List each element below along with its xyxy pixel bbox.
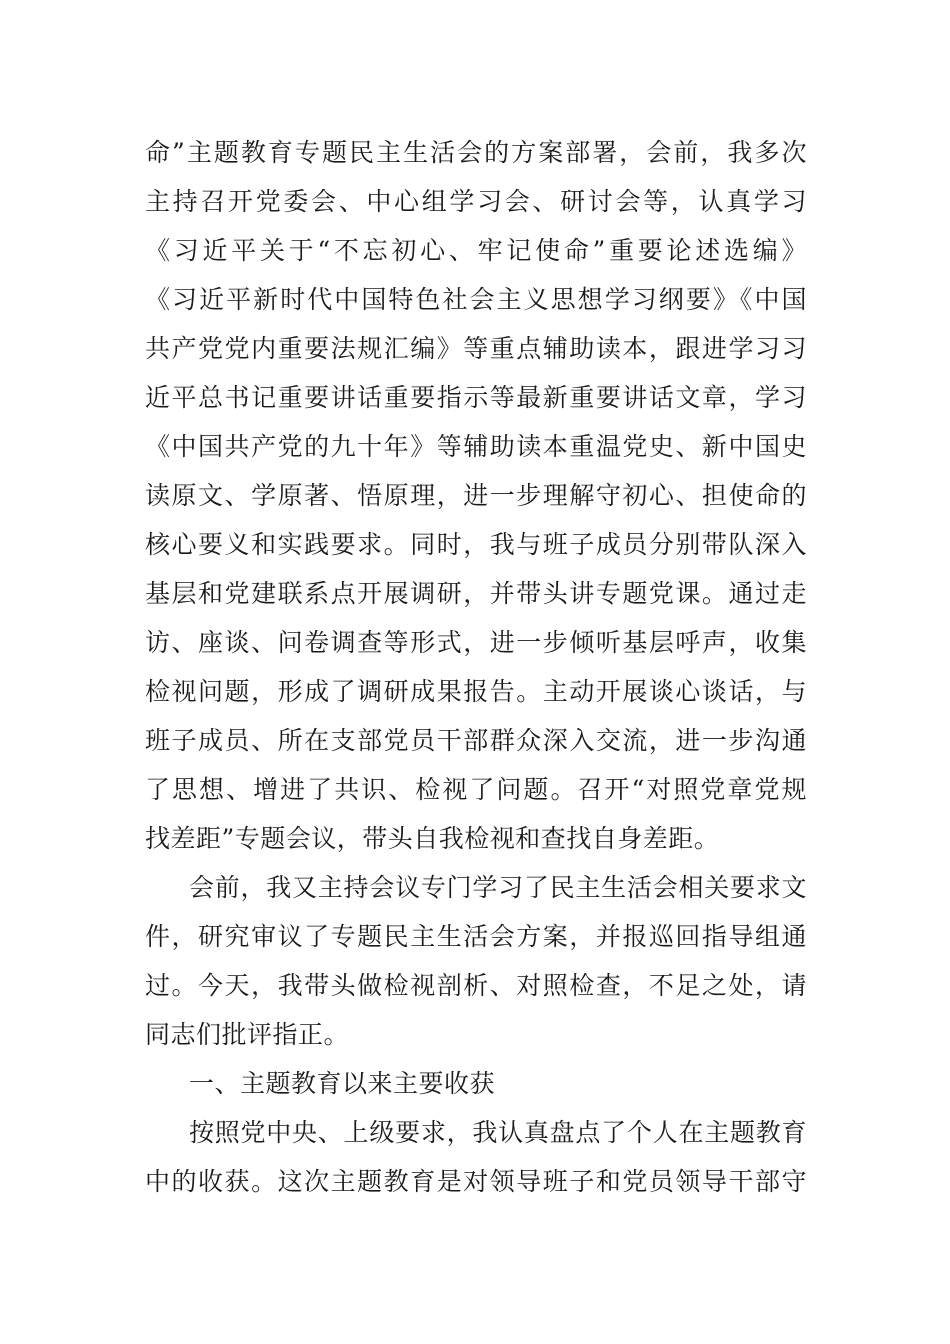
text-line: 班子成员、所在支部党员干部群众深入交流，进一步沟通 bbox=[145, 726, 807, 755]
text-line: 中的收获。这次主题教育是对领导班子和党员领导干部守 bbox=[145, 1167, 807, 1196]
text-line: 过。今天，我带头做检视剖析、对照检查，不足之处，请 bbox=[145, 971, 807, 1000]
text-line: 了思想、增进了共识、检视了问题。召开“对照党章党规 bbox=[145, 775, 807, 804]
body-text bbox=[145, 128, 807, 1206]
text-line: 同志们批评指正。 bbox=[145, 1020, 350, 1049]
text-line: 近平总书记重要讲话重要指示等最新重要讲话文章，学习 bbox=[145, 383, 807, 412]
text-line: 找差距”专题会议，带头自我检视和查找自身差距。 bbox=[145, 824, 720, 853]
text-line: 命”主题教育专题民主生活会的方案部署，会前，我多次 bbox=[145, 138, 807, 167]
text-line: 《习近平关于“不忘初心、牢记使命”重要论述选编》 bbox=[145, 236, 807, 265]
text-line: 读原文、学原著、悟原理，进一步理解守初心、担使命的 bbox=[145, 481, 807, 510]
text-line: 检视问题，形成了调研成果报告。主动开展谈心谈话，与 bbox=[145, 677, 807, 706]
text-line: 《习近平新时代中国特色社会主义思想学习纲要》《中国 bbox=[145, 285, 807, 314]
text-line: 主持召开党委会、中心组学习会、研讨会等，认真学习 bbox=[145, 187, 807, 216]
text-line: 基层和党建联系点开展调研，并带头讲专题党课。通过走 bbox=[145, 579, 807, 608]
text-line: 按照党中央、上级要求，我认真盘点了个人在主题教育 bbox=[189, 1118, 807, 1147]
text-line: 会前，我又主持会议专门学习了民主生活会相关要求文 bbox=[189, 873, 807, 902]
text-line: 《中国共产党的九十年》等辅助读本重温党史、新中国史 bbox=[145, 432, 807, 461]
text-line: 核心要义和实践要求。同时，我与班子成员分别带队深入 bbox=[145, 530, 807, 559]
section-heading: 一、主题教育以来主要收获 bbox=[189, 1069, 496, 1098]
text-line: 访、座谈、问卷调查等形式，进一步倾听基层呼声，收集 bbox=[145, 628, 807, 657]
text-line: 共产党党内重要法规汇编》等重点辅助读本，跟进学习习 bbox=[145, 334, 807, 363]
text-line: 件，研究审议了专题民主生活会方案，并报巡回指导组通 bbox=[145, 922, 807, 951]
